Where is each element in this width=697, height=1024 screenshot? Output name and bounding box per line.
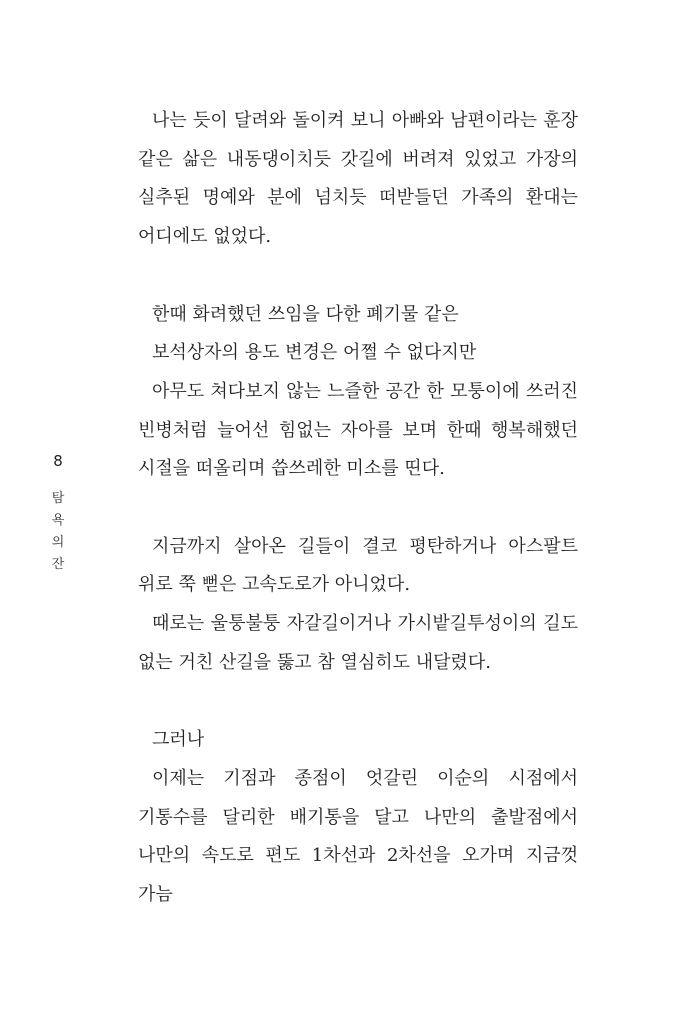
page-number: 8 <box>53 452 63 470</box>
paragraph: 아무도 쳐다보지 않는 느즐한 공간 한 모퉁이에 쓰러진 빈병처럼 늘어선 힘없는 자아를 보며 한때 행복해했던 시절을 떠올리며 씁쓰레한 미소를 띤다. <box>138 380 578 480</box>
running-title-char: 욕 <box>51 513 65 528</box>
stanza-break <box>138 683 578 722</box>
paragraph: 그러나 <box>152 729 205 751</box>
body-text <box>138 102 578 915</box>
paragraph: 나는 듯이 달려와 돌이켜 보니 아빠와 남편이라는 훈장 같은 삶은 내동댕이치듯 갓길에 버려져 있었고 가장의 실추된 명예와 분에 넘치듯 떠받들던 가족의 환대는 어디에도 없었다. <box>138 110 578 248</box>
running-title <box>50 488 66 576</box>
running-title-char: 의 <box>51 535 65 550</box>
running-title-char: 탐 <box>51 491 65 506</box>
paragraph: 보석상자의 용도 변경은 어쩔 수 없다지만 <box>152 342 477 364</box>
stanza-break <box>138 489 578 528</box>
stanza-break <box>138 257 578 296</box>
running-title-char: 잔 <box>51 557 65 572</box>
paragraph: 한때 화려했던 쓰임을 다한 폐기물 같은 <box>152 303 459 325</box>
paragraph: 지금까지 살아온 길들이 결코 평탄하거나 아스팔트 위로 쭉 뻗은 고속도로가 아니었다. <box>138 535 578 596</box>
paragraph: 때로는 울퉁불퉁 자갈길이거나 가시밭길투성이의 길도 없는 거친 산길을 뚫고 참 열심히도 내달렸다. <box>138 613 578 673</box>
paragraph: 이제는 기점과 종점이 엇갈린 이순의 시점에서 기통수를 달리한 배기통을 달고 나만의 출발점에서 나만의 속도로 편도 1차선과 2차선을 오가며 지금껏 가늠 <box>138 767 578 906</box>
